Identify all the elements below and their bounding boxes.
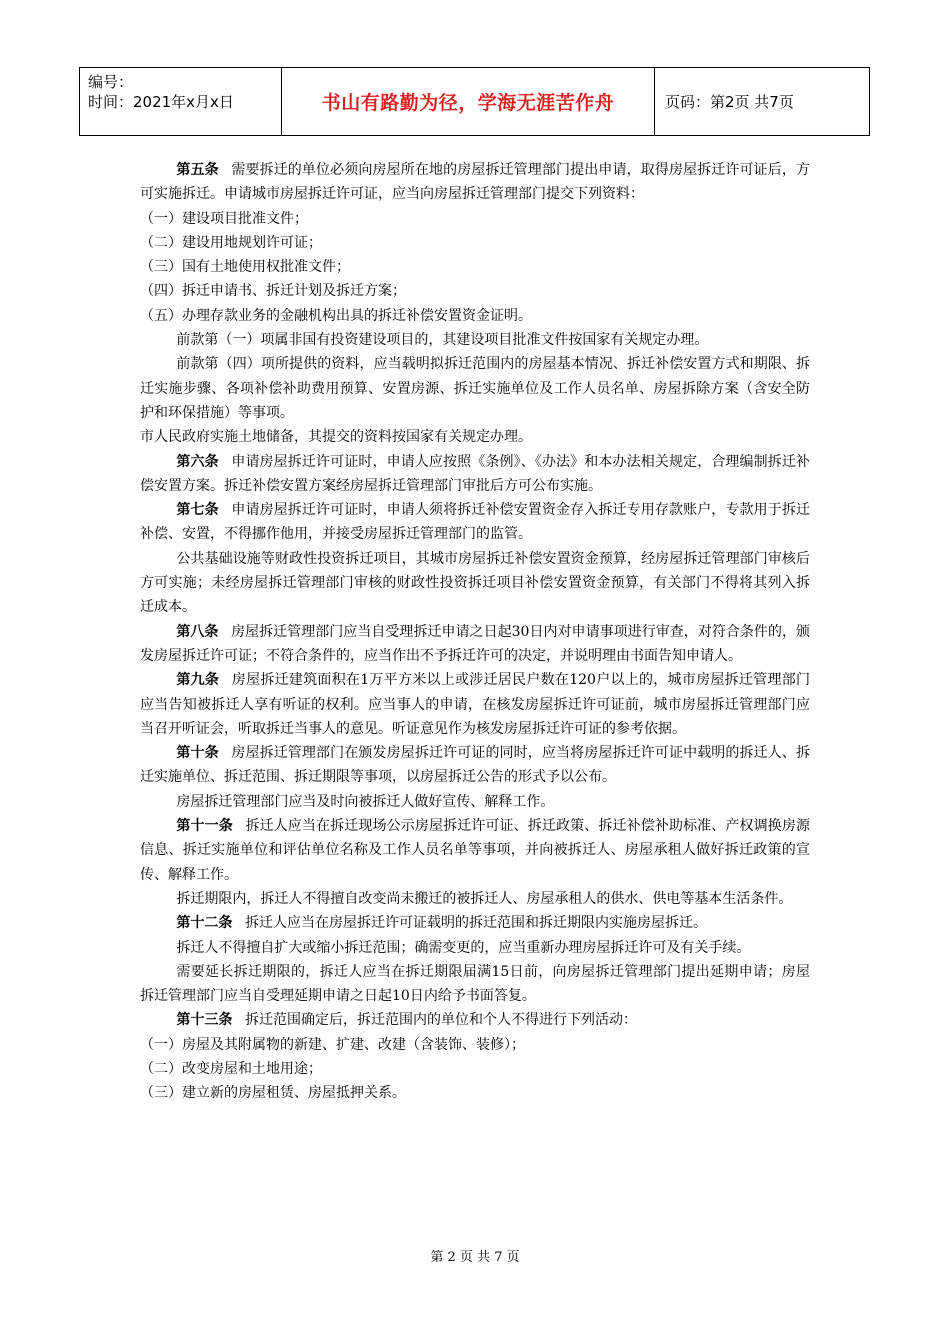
list-item: （二）建设用地规划许可证； (140, 234, 322, 251)
article-8 (140, 620, 810, 669)
document-body (140, 158, 810, 1106)
article-label: 第十三条 (176, 1012, 233, 1029)
paragraph: 拆迁期限内，拆迁人不得擅自改变尚未搬迁的被拆迁人、房屋承租人的供水、供电等基本生活条件。 (176, 890, 793, 907)
paragraph: 需要延长拆迁期限的，拆迁人应当在拆迁期限届满15日前，向房屋拆迁管理部门提出延期申请；房屋拆迁管理部门应当自受理延期申请之日起10日内给予书面答复。 (140, 963, 810, 1005)
article-9 (140, 668, 810, 741)
paragraph: 公共基础设施等财政性投资拆迁项目，其城市房屋拆迁补偿安置资金预算，经房屋拆迁管理部门审核后方可实施；未经房屋拆迁管理部门审核的财政性投资拆迁项目补偿安置资金预算，有关部门不得将其列入拆迁成本。 (140, 550, 810, 616)
list-item: （三）建立新的房屋租赁、房屋抵押关系。 (140, 1085, 406, 1102)
article-text: 房屋拆迁管理部门应当自受理拆迁申请之日起30日内对申请事项进行审查，对符合条件的，颁发房屋拆迁许可证；不符合条件的，应当作出不予拆迁许可的决定，并说明理由书面告知申请人。 (140, 623, 811, 664)
page-header (79, 67, 870, 136)
list-item: （一）建设项目批准文件； (140, 210, 308, 227)
article-6 (140, 450, 810, 499)
paragraph: 前款第（四）项所提供的资料，应当载明拟拆迁范围内的房屋基本情况、拆迁补偿安置方式和期限、拆迁实施步骤、各项补偿补助费用预算、安置房源、拆迁实施单位及工作人员名单、房屋拆除方案（含安全防护和环保措施）等事项。 (140, 356, 810, 421)
paragraph: 房屋拆迁管理部门应当及时向被拆迁人做好宣传、解释工作。 (176, 793, 555, 810)
article-text: 拆迁范围确定后，拆迁范围内的单位和个人不得进行下列活动： (244, 1012, 637, 1029)
article-label: 第十二条 (176, 915, 233, 932)
list-item: （五）办理存款业务的金融机构出具的拆迁补偿安置资金证明。 (140, 307, 532, 324)
article-text: 申请房屋拆迁许可证时，申请人须将拆迁补偿安置资金存入拆迁专用存款账户，专款用于拆迁补偿、安置，不得挪作他用，并接受房屋拆迁管理部门的监管。 (140, 502, 811, 543)
article-11 (140, 814, 810, 887)
article-label: 第十一条 (176, 818, 233, 835)
document-date: 时间：2021年x月x日 (88, 93, 234, 111)
article-label: 第八条 (176, 623, 219, 640)
article-label: 第九条 (176, 672, 220, 689)
header-motto-cell (282, 68, 655, 135)
header-motto: 书山有路勤为径，学海无涯苦作舟 (321, 92, 615, 114)
article-10 (140, 741, 810, 790)
list-item: （四）拆迁申请书、拆迁计划及拆迁方案； (140, 283, 406, 300)
header-meta (80, 68, 282, 135)
paragraph: 前款第（一）项属非国有投资建设项目的，其建设项目批准文件按国家有关规定办理。 (176, 332, 709, 349)
document-number-label: 编号： (88, 73, 134, 91)
article-label: 第六条 (176, 453, 219, 470)
article-label: 第七条 (176, 502, 219, 519)
article-label: 第五条 (176, 162, 219, 178)
article-12 (140, 911, 810, 935)
article-13 (140, 1008, 810, 1032)
article-text: 申请房屋拆迁许可证时，申请人应按照《条例》、《办法》和本办法相关规定，合理编制拆迁补偿安置方案。拆迁补偿安置方案经房屋拆迁管理部门审批后方可公布实施。 (140, 453, 810, 494)
list-item: （三）国有土地使用权批准文件； (140, 259, 350, 276)
article-text: 拆迁人应当在房屋拆迁许可证载明的拆迁范围和拆迁期限内实施房屋拆迁。 (244, 915, 707, 932)
article-5 (140, 158, 810, 207)
list-item: （一）房屋及其附属物的新建、扩建、改建（含装饰、装修）； (140, 1036, 525, 1053)
article-text: 房屋拆迁建筑面积在1万平方米以上或涉迁居民户数在120户以上的，城市房屋拆迁管理部门应当告知被拆迁人享有听证的权利。应当事人的申请，在核发房屋拆迁许可证前，城市房屋拆迁管理部门应当召开听证会，听取拆迁当事人的意见。听证意见作为核发房屋拆迁许可证的参考依据。 (140, 672, 810, 737)
article-text: 房屋拆迁管理部门在颁发房屋拆迁许可证的同时，应当将房屋拆迁许可证中载明的拆迁人、拆迁实施单位、拆迁范围、拆迁期限等事项，以房屋拆迁公告的形式予以公布。 (140, 745, 811, 786)
list-item: （二）改变房屋和土地用途； (140, 1060, 322, 1077)
paragraph: 拆迁人不得擅自扩大或缩小拆迁范围；确需变更的，应当重新办理房屋拆迁许可及有关手续。 (176, 939, 751, 956)
article-text: 需要拆迁的单位必须向房屋所在地的房屋拆迁管理部门提出申请，取得房屋拆迁许可证后，方可实施拆迁。申请城市房屋拆迁许可证，应当向房屋拆迁管理部门提交下列资料： (140, 162, 811, 203)
paragraph: 市人民政府实施土地储备，其提交的资料按国家有关规定办理。 (140, 429, 532, 446)
header-page-info: 页码：第2页 共7页 (665, 93, 794, 111)
article-text: 拆迁人应当在拆迁现场公示房屋拆迁许可证、拆迁政策、拆迁补偿补助标准、产权调换房源信息、拆迁实施单位和评估单位名称及工作人员名单等事项，并向被拆迁人、房屋承租人做好拆迁政策的宣传、解释工作。 (140, 818, 810, 883)
page-footer: 第 2 页 共 7 页 (430, 1250, 520, 1265)
article-label: 第十条 (176, 745, 219, 762)
article-7 (140, 498, 810, 547)
